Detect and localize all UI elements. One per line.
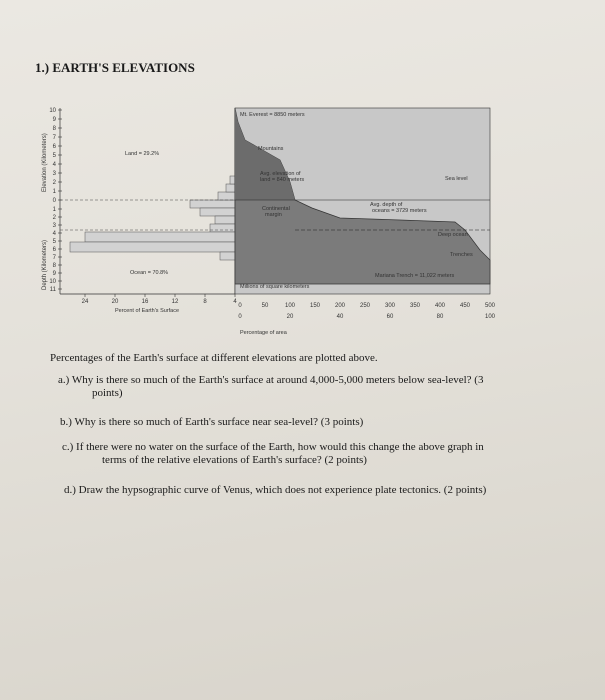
percent-area-tick-label: 80 <box>436 314 444 320</box>
depth-tick-label: 5 <box>52 239 56 245</box>
question-b-text: Why is there so much of Earth's surface near sea-level? (3 points) <box>74 416 364 428</box>
elevation-tick-label: 5 <box>52 153 56 159</box>
hist-bar <box>210 224 235 232</box>
elevation-tick-label: 0 <box>52 198 56 204</box>
area-tick-label: 500 <box>484 303 496 309</box>
depth-tick-label: 3 <box>52 223 56 229</box>
question-d <box>64 484 486 497</box>
question-c-label: c.) <box>62 441 74 453</box>
depth-tick-label: 7 <box>52 255 56 261</box>
hist-bar <box>226 184 235 192</box>
trenches-label: Trenches <box>450 252 473 258</box>
area-tick-label: 350 <box>409 303 421 309</box>
percent-surface-tick-label: 8 <box>203 299 207 305</box>
question-c-text: If there were no water on the surface of the Earth, how would this change the above graph in <box>76 441 484 453</box>
elevation-tick-label: 1 <box>52 189 56 195</box>
hist-bar <box>230 176 235 184</box>
area-tick-label: 100 <box>284 303 296 309</box>
depth-tick-label: 9 <box>52 271 56 277</box>
everest-label: Mt. Everest = 8850 meters <box>240 112 305 118</box>
percent-area-tick-label: 60 <box>386 314 394 320</box>
avg-depth-label-2: oceans = 3729 meters <box>372 208 427 214</box>
hypsographic-chart <box>40 100 510 340</box>
percent-area-label: Percentage of area <box>240 330 287 336</box>
elevation-tick-label: 2 <box>52 180 56 186</box>
percent-area-ticks <box>238 314 495 320</box>
depth-tick-label: 1 <box>52 207 56 213</box>
question-c-text-2: terms of the relative elevations of Earth's surface? (2 points) <box>102 454 367 466</box>
continental-margin-label: Continental <box>262 206 290 212</box>
intro-text: Percentages of the Earth's surface at different elevations are plotted above. <box>50 352 378 364</box>
ocean-percent-label: Ocean = 70.8% <box>130 270 169 276</box>
percent-surface-tick-label: 20 <box>111 299 119 305</box>
question-a-text: Why is there so much of the Earth's surface at around 4,000-5,000 meters below sea-level? (3 <box>71 374 484 386</box>
elevation-tick-label: 10 <box>49 108 56 114</box>
mountains-label: Mountains <box>258 146 284 152</box>
elevation-tick-label: 4 <box>52 162 56 168</box>
percent-area-tick-label: 100 <box>484 314 496 320</box>
histogram-panel <box>60 108 237 314</box>
elevation-tick-label: 6 <box>52 144 56 150</box>
hist-bar <box>215 216 235 224</box>
depth-tick-label: 10 <box>49 279 56 285</box>
section-title: 1.) EARTH'S ELEVATIONS <box>35 60 195 75</box>
question-d-text: Draw the hypsographic curve of Venus, which does not experience plate tectonics. (2 points) <box>78 484 487 496</box>
curve-panel <box>235 108 496 336</box>
area-tick-label: 200 <box>334 303 346 309</box>
avg-elevation-label-2: land = 840 meters <box>260 177 305 183</box>
question-a-label: a.) <box>58 374 70 386</box>
depth-tick-label: 2 <box>52 215 56 221</box>
depth-tick-label: 8 <box>52 263 56 269</box>
question-d-label: d.) <box>64 484 76 496</box>
depth-axis-title: Depth (Kilometers) <box>42 239 48 290</box>
percent-area-tick-label: 20 <box>286 314 294 320</box>
area-ticks <box>238 303 495 309</box>
area-tick-label: 300 <box>384 303 396 309</box>
percent-surface-label: Percent of Earth's Surface <box>115 308 180 314</box>
percent-surface-tick-label: 12 <box>171 299 179 305</box>
hist-bar <box>218 192 235 200</box>
hist-bar <box>220 252 235 260</box>
elevation-tick-label: 7 <box>52 135 56 141</box>
depth-tick-label: 6 <box>52 247 56 253</box>
question-b-label: b.) <box>60 416 72 428</box>
elevation-axis-title: Elevation (Kilometers) <box>42 133 48 192</box>
sea-level-label: Sea level <box>445 176 468 182</box>
area-tick-label: 450 <box>459 303 471 309</box>
area-tick-label: 400 <box>434 303 446 309</box>
mariana-label: Mariana Trench = 11,022 meters <box>375 273 455 279</box>
area-tick-label: 0 <box>238 303 242 309</box>
area-tick-label: 50 <box>261 303 269 309</box>
elevation-tick-label: 9 <box>52 117 56 123</box>
percent-area-tick-label: 0 <box>238 314 242 320</box>
question-a-text-2: points) <box>92 387 123 399</box>
depth-tick-label: 11 <box>49 287 56 293</box>
depth-tick-label: 4 <box>52 231 56 237</box>
avg-depth-label: Avg. depth of <box>370 202 403 208</box>
hist-bar <box>190 200 235 208</box>
percent-surface-tick-label: 16 <box>141 299 149 305</box>
land-percent-label: Land = 29.2% <box>125 151 160 157</box>
hist-bar <box>85 232 235 242</box>
hist-bar <box>200 208 235 216</box>
elevation-tick-label: 8 <box>52 126 56 132</box>
question-a <box>58 374 578 400</box>
avg-elevation-label: Avg. elevation of <box>260 171 301 177</box>
hist-bar <box>70 242 235 252</box>
question-b <box>60 416 363 429</box>
deep-ocean-label: Deep ocean <box>438 232 468 238</box>
percent-surface-tick-label: 4 <box>233 299 237 305</box>
percent-surface-ticks <box>82 294 238 305</box>
area-tick-label: 250 <box>359 303 371 309</box>
question-c <box>62 441 582 467</box>
continental-margin-label-2: margin <box>265 212 282 218</box>
percent-surface-tick-label: 24 <box>81 299 89 305</box>
area-axis-label: Millions of square kilometers <box>240 284 310 290</box>
elevation-tick-label: 3 <box>52 171 56 177</box>
area-tick-label: 150 <box>309 303 321 309</box>
percent-area-tick-label: 40 <box>336 314 344 320</box>
